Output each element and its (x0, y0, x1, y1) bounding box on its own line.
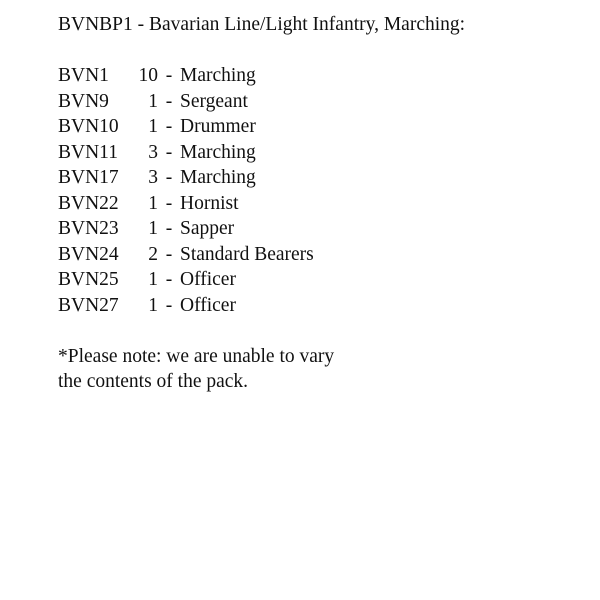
item-description: Officer (180, 269, 236, 290)
item-quantity: 2 (148, 243, 158, 265)
pack-note (58, 344, 578, 395)
item-quantity: 1 (148, 269, 158, 290)
list-item (58, 267, 578, 293)
item-separator: - (165, 90, 173, 112)
item-separator: - (165, 65, 173, 86)
item-quantity: 1 (148, 90, 158, 112)
item-code: BVN24 (58, 243, 119, 265)
note-line: the contents of the pack. (58, 371, 249, 392)
list-item (58, 165, 578, 191)
list-item (58, 191, 578, 217)
list-item (58, 89, 578, 115)
item-description: Sapper (180, 218, 235, 239)
item-separator: - (165, 269, 173, 290)
item-quantity: 3 (148, 141, 158, 163)
item-description: Drummer (180, 116, 256, 137)
item-quantity: 10 (138, 65, 158, 86)
item-separator: - (165, 218, 173, 239)
note-line: *Please note: we are unable to vary (58, 345, 335, 367)
item-separator: - (165, 192, 173, 214)
item-quantity: 1 (148, 218, 158, 239)
pack-contents-document (58, 12, 578, 395)
item-code: BVN9 (58, 90, 109, 112)
item-quantity: 3 (148, 167, 158, 188)
item-code: BVN11 (58, 141, 118, 163)
item-code: BVN10 (58, 116, 119, 137)
item-description: Marching (180, 65, 256, 86)
item-description: Marching (180, 167, 256, 188)
pack-item-list (58, 63, 578, 318)
item-quantity: 1 (148, 294, 158, 316)
item-description: Marching (180, 141, 256, 163)
list-item (58, 216, 578, 242)
item-separator: - (165, 167, 173, 188)
list-item (58, 140, 578, 166)
item-code: BVN23 (58, 218, 119, 239)
list-item (58, 242, 578, 268)
item-code: BVN25 (58, 269, 119, 290)
item-quantity: 1 (148, 192, 158, 214)
item-separator: - (165, 243, 173, 265)
item-separator: - (165, 141, 173, 163)
item-code: BVN22 (58, 192, 119, 214)
item-description: Officer (180, 294, 236, 316)
item-code: BVN27 (58, 294, 119, 316)
item-quantity: 1 (148, 116, 158, 137)
item-description: Standard Bearers (180, 243, 314, 265)
list-item (58, 63, 578, 89)
item-code: BVN1 (58, 65, 109, 86)
item-description: Hornist (180, 192, 239, 214)
item-code: BVN17 (58, 167, 119, 188)
list-item (58, 114, 578, 140)
item-separator: - (165, 294, 173, 316)
pack-title: BVNBP1 - Bavarian Line/Light Infantry, Marching: (58, 14, 466, 35)
item-separator: - (165, 116, 173, 137)
list-item (58, 293, 578, 319)
item-description: Sergeant (180, 90, 248, 112)
